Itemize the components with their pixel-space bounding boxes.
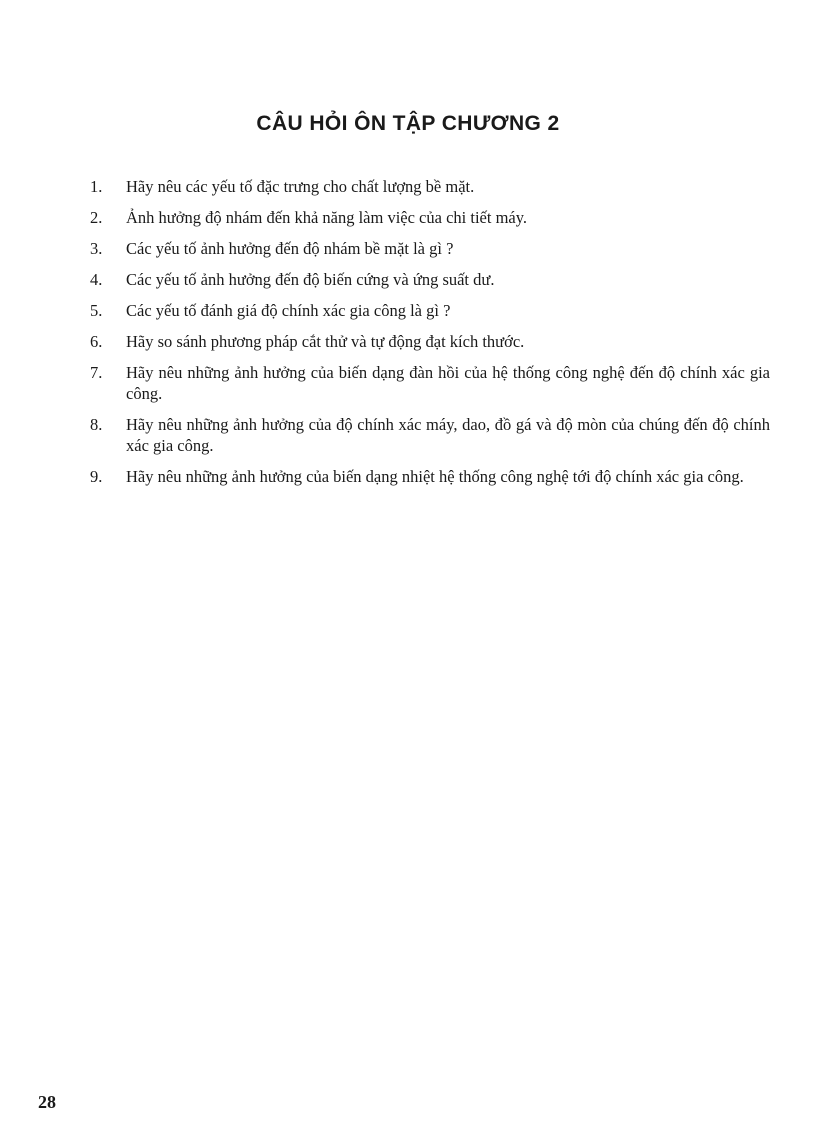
item-text: Ảnh hưởng độ nhám đến khả năng làm việc của chi tiết máy. — [126, 208, 528, 227]
item-number: 7. — [90, 363, 103, 382]
item-number: 8. — [90, 415, 103, 434]
list-item — [90, 238, 770, 259]
question-list — [90, 176, 770, 497]
list-item — [90, 269, 770, 290]
list-item — [90, 362, 770, 404]
item-text: Hãy nêu những ảnh hưởng của biến dạng đàn hồi của hệ thống công nghệ đến độ chính xác gia công. — [126, 363, 770, 403]
item-number: 3. — [90, 239, 103, 258]
item-number: 9. — [90, 467, 103, 486]
list-item — [90, 300, 770, 321]
item-text: Các yếu tố ảnh hưởng đến độ nhám bề mặt là gì ? — [126, 239, 454, 258]
list-item — [90, 176, 770, 197]
item-number: 5. — [90, 301, 103, 320]
list-item — [90, 207, 770, 228]
list-item — [90, 331, 770, 352]
item-number: 6. — [90, 332, 103, 351]
page-title: CÂU HỎI ÔN TẬP CHƯƠNG 2 — [256, 112, 560, 135]
item-text: Các yếu tố ảnh hưởng đến độ biến cứng và ứng suất dư. — [126, 270, 495, 289]
item-text: Các yếu tố đánh giá độ chính xác gia công là gì ? — [126, 301, 451, 320]
item-number: 4. — [90, 270, 103, 289]
list-item — [90, 466, 770, 487]
page-number: 28 — [38, 1092, 56, 1112]
item-text: Hãy nêu các yếu tố đặc trưng cho chất lượng bề mặt. — [126, 177, 475, 196]
item-number: 1. — [90, 177, 103, 196]
item-text: Hãy so sánh phương pháp cắt thử và tự động đạt kích thước. — [126, 332, 525, 351]
item-text: Hãy nêu những ảnh hưởng của biến dạng nhiệt hệ thống công nghệ tới độ chính xác gia công. — [126, 467, 744, 486]
list-item — [90, 414, 770, 456]
item-number: 2. — [90, 208, 103, 227]
item-text: Hãy nêu những ảnh hưởng của độ chính xác máy, dao, đồ gá và độ mòn của chúng đến độ chính xác gia công. — [126, 415, 770, 455]
